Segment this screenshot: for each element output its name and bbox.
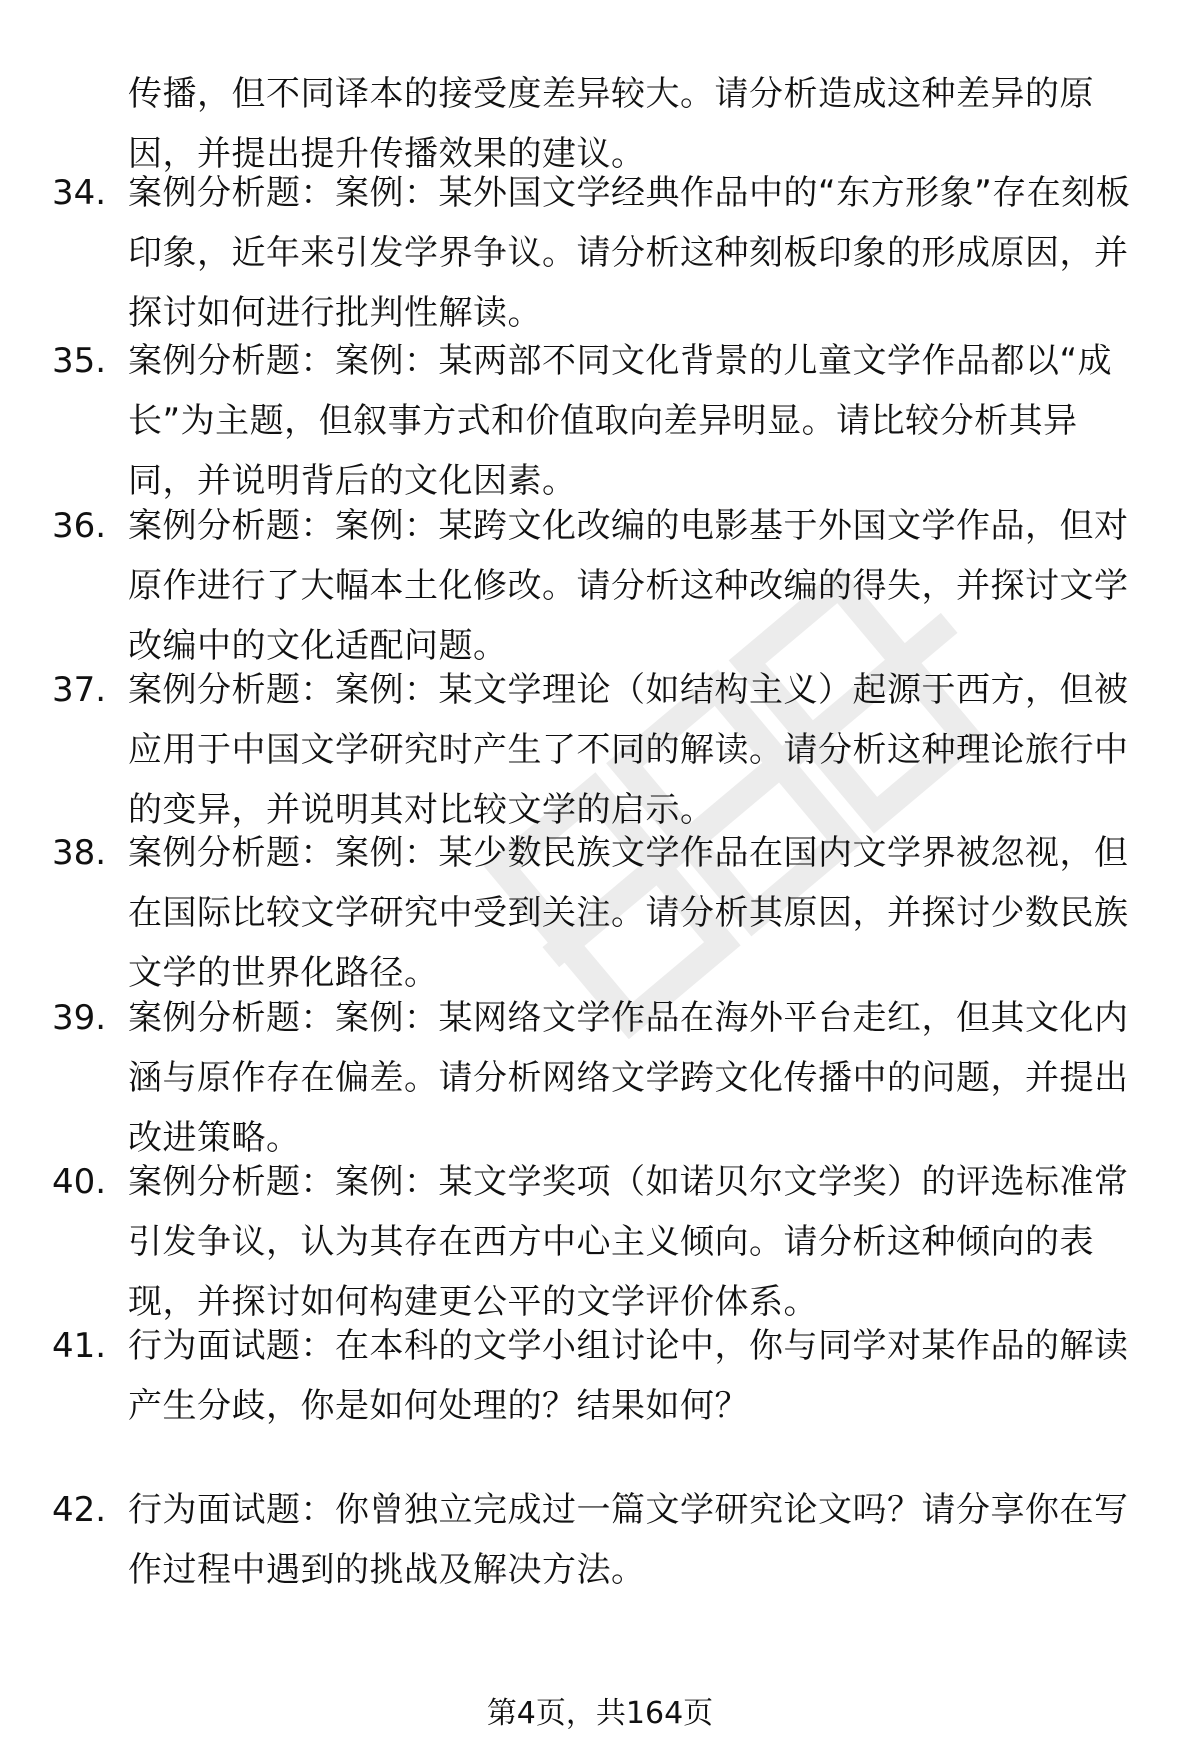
question-text: 行为面试题：在本科的文学小组讨论中，你与同学对某作品的解读产生分歧，你是如何处理的？结果如何？ (128, 1326, 1129, 1426)
question-number: 36. (52, 506, 107, 546)
question-text: 行为面试题：你曾独立完成过一篇文学研究论文吗？请分享你在写作过程中遇到的挑战及解决方法。 (128, 1490, 1129, 1590)
question-text: 案例分析题：案例：某跨文化改编的电影基于外国文学作品，但对原作进行了大幅本土化修改。请分析这种改编的得失，并探讨文学改编中的文化适配问题。 (128, 506, 1129, 666)
question-number: 39. (52, 998, 107, 1038)
question-text: 案例分析题：案例：某文学理论（如结构主义）起源于西方，但被应用于中国文学研究时产生了不同的解读。请分析这种理论旅行中的变异，并说明其对比较文学的启示。 (128, 670, 1129, 830)
question-text: 案例分析题：案例：某文学奖项（如诺贝尔文学奖）的评选标准常引发争议，认为其存在西方中心主义倾向。请分析这种倾向的表现，并探讨如何构建更公平的文学评价体系。 (128, 1162, 1129, 1322)
question-number: 42. (52, 1490, 107, 1530)
question-text: 案例分析题：案例：某少数民族文学作品在国内文学界被忽视，但在国际比较文学研究中受到关注。请分析其原因，并探讨少数民族文学的世界化路径。 (128, 833, 1129, 993)
question-text: 案例分析题：案例：某外国文学经典作品中的“东方形象”存在刻板印象，近年来引发学界争议。请分析这种刻板印象的形成原因，并探讨如何进行批判性解读。 (128, 173, 1131, 333)
continued-question-text: 传播，但不同译本的接受度差异较大。请分析造成这种差异的原因，并提出提升传播效果的建议。 (128, 74, 1094, 174)
question-number: 40. (52, 1162, 107, 1202)
question-number: 41. (52, 1326, 107, 1366)
question-number: 38. (52, 833, 107, 873)
question-number: 35. (52, 341, 107, 381)
question-number: 34. (52, 173, 107, 213)
question-number: 37. (52, 670, 107, 710)
question-text: 案例分析题：案例：某网络文学作品在海外平台走红，但其文化内涵与原作存在偏差。请分析网络文学跨文化传播中的问题，并提出改进策略。 (128, 998, 1129, 1158)
page-footer: 第4页，共164页 (486, 1696, 714, 1731)
question-text: 案例分析题：案例：某两部不同文化背景的儿童文学作品都以“成长”为主题，但叙事方式和价值取向差异明显。请比较分析其异同，并说明背后的文化因素。 (128, 341, 1113, 501)
